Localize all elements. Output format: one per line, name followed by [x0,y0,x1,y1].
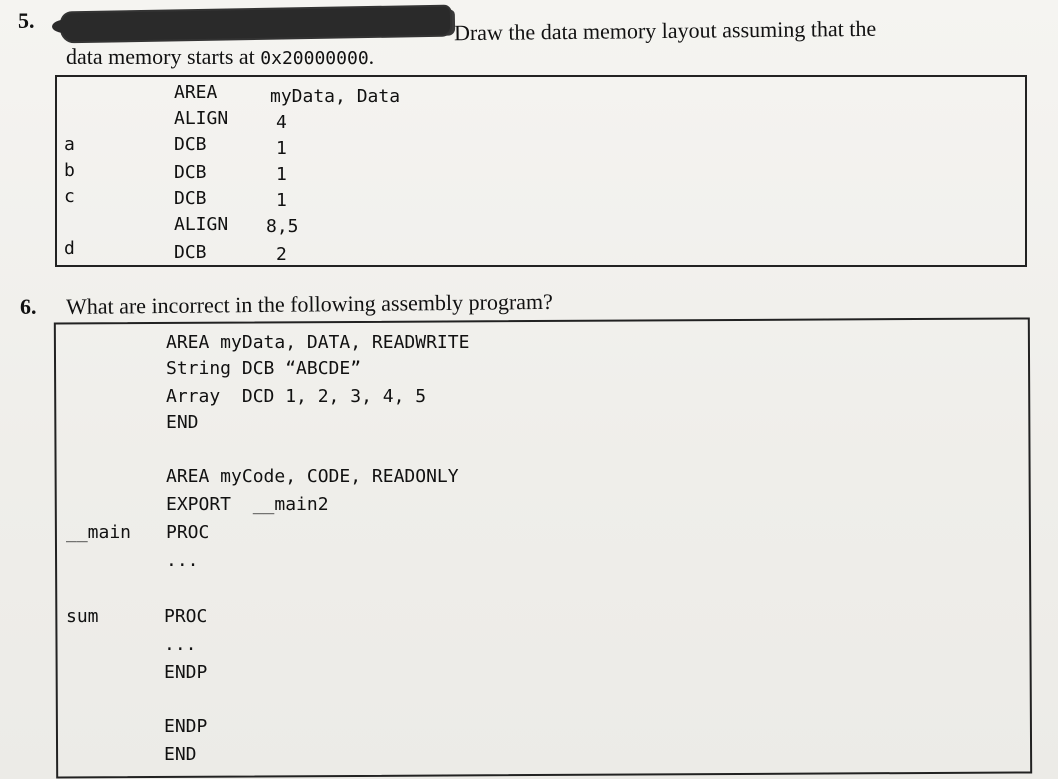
q6-line-4: END [166,412,199,433]
q5-line-1-arg: myData, Data [270,86,401,107]
question-6-prompt: What are incorrect in the following assembly program? [65,288,553,319]
q6-line-6: EXPORT __main2 [166,494,329,515]
q6-line-13: END [164,744,197,765]
q5-line-1-op: AREA [174,82,218,103]
q5-line-6-op: ALIGN [174,214,229,235]
q5-line-4-label: b [64,160,75,181]
q6-line-5: AREA myCode, CODE, READONLY [166,466,459,487]
q6-line-3: Array DCD 1, 2, 3, 4, 5 [166,386,427,407]
q5-line-6-arg: 8,5 [266,216,299,237]
question-5-prompt-line2 [66,44,374,70]
redaction-mark [62,7,450,42]
q5-line-2-op: ALIGN [174,108,229,129]
q5-line-4-arg: 1 [276,164,287,185]
q5-line-3-label: a [64,134,75,155]
q5-prompt2-text: data memory starts at [66,44,255,69]
q5-line-5-op: DCB [174,188,207,209]
q6-line-11: ENDP [164,662,208,683]
q5-line-3-op: DCB [174,134,207,155]
q6-line-7: PROC [166,522,210,543]
q5-line-7-label: d [64,238,75,259]
q6-line-9: PROC [164,606,208,627]
q5-line-5-arg: 1 [276,190,287,211]
q5-line-3-arg: 1 [276,138,287,159]
q6-line-9-label: sum [66,606,99,627]
q6-line-12: ENDP [164,716,208,737]
q6-line-1: AREA myData, DATA, READWRITE [166,332,470,353]
question-6-number: 6. [20,294,37,319]
q5-line-4-op: DCB [174,162,207,183]
question-5-number: 5. [18,8,35,33]
q5-address: 0x20000000 [260,48,369,69]
q6-line-8: ... [166,550,199,571]
q5-line-7-arg: 2 [276,244,287,265]
q5-line-5-label: c [64,186,75,207]
q6-line-2: String DCB “ABCDE” [166,358,362,379]
question-5-prompt: Draw the data memory layout assuming that the [453,15,877,46]
q5-period: . [368,44,375,69]
q6-line-7-label: __main [66,522,132,543]
q6-line-10: ... [164,634,197,655]
q5-line-2-arg: 4 [276,112,287,133]
q5-line-7-op: DCB [174,242,207,263]
